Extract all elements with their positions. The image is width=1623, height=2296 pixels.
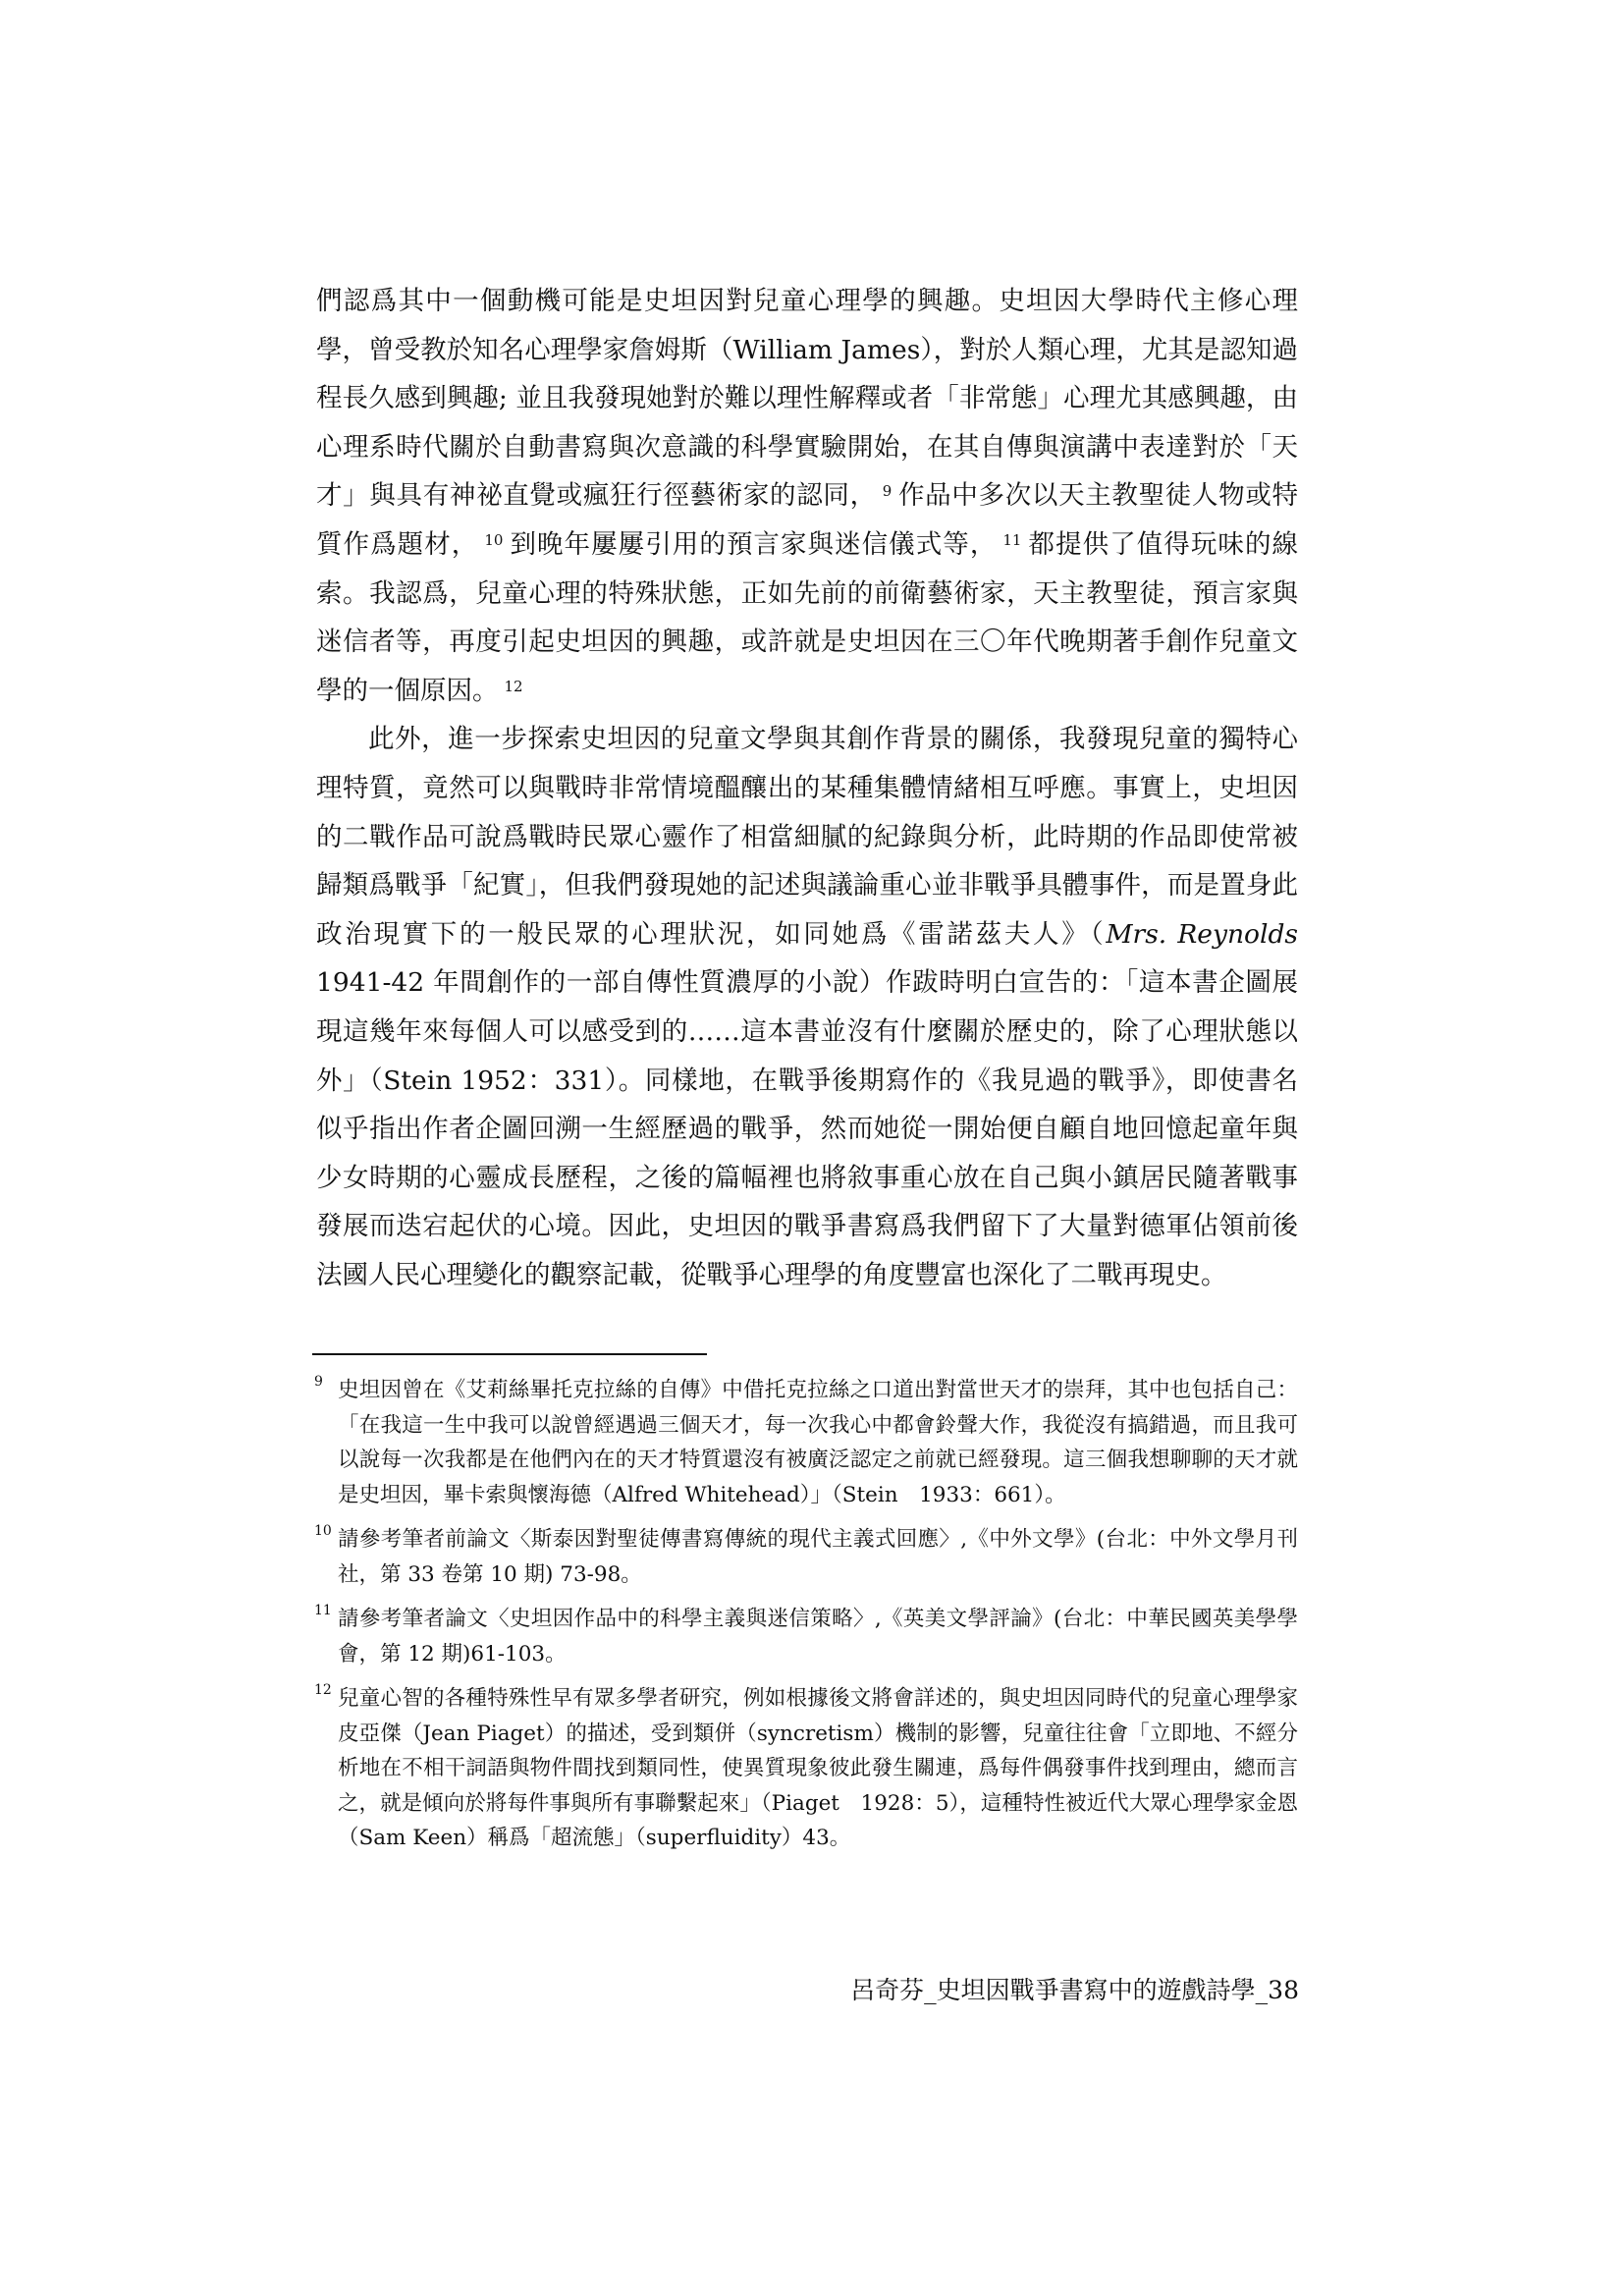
footnote-number: 12 [314,1682,332,1698]
footnote-9 [314,1373,1298,1512]
footnote-ref-10[interactable]: 10 [484,530,504,549]
paragraph-2-text-1: 此外，進一步探索史坦因的兒童文學與其創作背景的關係，我發現兒童的獨特心理特質，竟然可以與戰時非常情境醞釀出的某種集體情緒相互呼應。事實上，史坦因的二戰作品可說爲戰時民眾心靈作了相當細膩的紀錄與分析，此時期的作品即使常被歸類爲戰爭「紀實」，但我們發現她的記述與議論重心並非戰爭具體事件，而是置身此政治現實下的一般民眾的心理狀況，如同她爲《雷諾茲夫人》（ [316,724,1298,950]
paragraph-1 [316,277,1298,715]
footnote-text: 請參考筆者論文〈史坦因作品中的科學主義與迷信策略〉,《英美文學評論》(台北：中華民國英美學學會，第 12 期)61-103。 [338,1607,1298,1667]
paragraph-1-text-4: 都提供了值得玩味的線索。我認爲，兒童心理的特殊狀態，正如先前的前衛藝術家，天主教聖徒，預言家與迷信者等，再度引起史坦因的興趣，或許就是史坦因在三〇年代晚期著手創作兒童文學的一個原因。 [316,528,1299,706]
footnote-ref-9[interactable]: 9 [882,482,893,501]
paragraph-1-text-1: 們認爲其中一個動機可能是史坦因對兒童心理學的興趣。史坦因大學時代主修心理學，曾受教於知名心理學家詹姆斯（William James），對於人類心理，尤其是認知過程長久感到興趣; 並且我發現她對於難以理性解釋或者「非常態」心理尤其感興趣，由心理系時代關於自動書寫與次意識的科學實驗開始，在其自傳與演講中表達對於「天才」與具有神祕直覺或瘋狂行徑藝術家的認同， [316,286,1298,512]
footnote-12 [314,1681,1298,1856]
footnote-number: 11 [314,1603,332,1618]
footnote-ref-11[interactable]: 11 [1002,530,1022,549]
book-title-italic: Mrs. Reynolds [1106,918,1299,950]
footnote-text: 請參考筆者前論文〈斯泰因對聖徒傳書寫傳統的現代主義式回應〉,《中外文學》(台北：中外文學月刊社，第 33 卷第 10 期) 73-98。 [338,1527,1298,1587]
paragraph-2 [316,715,1298,1299]
footnote-number: 9 [314,1374,323,1390]
footnote-divider [312,1353,707,1355]
main-text [316,277,1298,1299]
footnotes [314,1373,1298,1866]
page-footer: 呂奇芬_史坦因戰爭書寫中的遊戲詩學_38 [850,1976,1299,2004]
paragraph-2-text-2: 1941-42 年間創作的一部自傳性質濃厚的小說）作跋時明白宣告的：「這本書企圖展現這幾年來每個人可以感受到的……這本書並沒有什麼關於歷史的，除了心理狀態以外」（Stein 1952：331）。同樣地，在戰爭後期寫作的《我見過的戰爭》，即使書名似乎指出作者企圖回溯一生經歷過的戰爭，然而她從一開始便自顧自地回憶起童年與少女時期的心靈成長歷程，之後的篇幅裡也將敘事重心放在自己與小鎮居民隨著戰事發展而迭宕起伏的心境。因此，史坦因的戰爭書寫爲我們留下了大量對德軍佔領前後法國人民心理變化的觀察記載，從戰爭心理學的角度豐富也深化了二戰再現史。 [316,967,1298,1290]
footnote-ref-12[interactable]: 12 [504,677,523,695]
footnote-10 [314,1522,1298,1592]
paragraph-1-text-2: 作品中多次以天主教聖徒人物或特質作爲題材， [316,480,1299,560]
footnote-number: 10 [314,1523,332,1539]
footnote-text: 兒童心智的各種特殊性早有眾多學者研究，例如根據後文將會詳述的，與史坦因同時代的兒童心理學家皮亞傑（Jean Piaget）的描述，受到類併（syncretism）機制的影響，兒童往往會「立即地、不經分析地在不相干詞語與物件間找到類同性，使異質現象彼此發生關連，爲每件偶發事件找到理由，總而言之，就是傾向於將每件事與所有事聯繫起來」（Piaget 1928：5），這種特性被近代大眾心理學家金恩（Sam Keen）稱爲「超流態」（superfluidity）43。 [338,1686,1298,1850]
paragraph-1-text-3: 到晚年屢屢引用的預言家與迷信儀式等， [509,528,998,560]
footnote-11 [314,1602,1298,1671]
footnote-text: 史坦因曾在《艾莉絲畢托克拉絲的自傳》中借托克拉絲之口道出對當世天才的崇拜，其中也包括自己：「在我這一生中我可以說曾經遇過三個天才，每一次我心中都會鈴聲大作，我從沒有搞錯過，而且我可以說每一次我都是在他們內在的天才特質還沒有被廣泛認定之前就已經發現。這三個我想聊聊的天才就是史坦因，畢卡索與懷海德（Alfred Whitehead）」（Stein 1933：661）。 [338,1378,1298,1507]
